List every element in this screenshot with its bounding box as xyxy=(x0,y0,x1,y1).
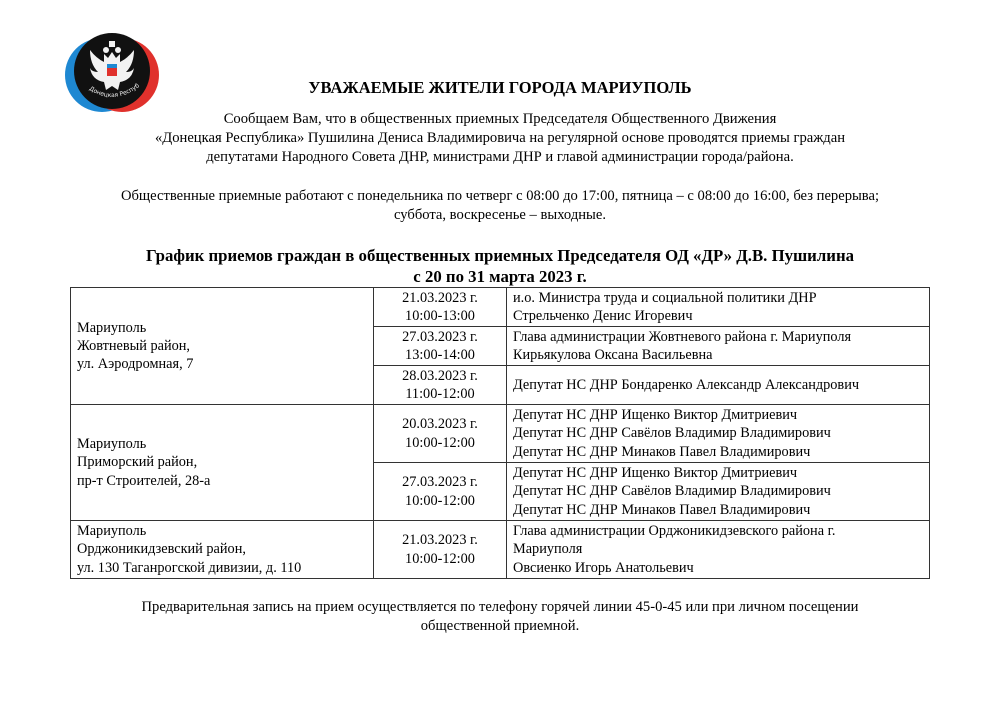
session-date: 21.03.2023 г. xyxy=(402,532,478,549)
session-time: 11:00-12:00 xyxy=(405,386,475,402)
date-cell xyxy=(374,366,507,405)
location-line: Мариуполь xyxy=(77,523,147,540)
schedule-title-line: График приемов граждан в общественных приемных Председателя ОД «ДР» Д.В. Пушилина xyxy=(146,246,854,265)
officials-cell xyxy=(507,327,930,366)
location-cell xyxy=(71,405,374,521)
official-line: и.о. Министра труда и социальной политики ДНР xyxy=(513,289,817,306)
page-heading: УВАЖАЕМЫЕ ЖИТЕЛИ ГОРОДА МАРИУПОЛЬ xyxy=(308,78,692,97)
session-date: 28.03.2023 г. xyxy=(402,367,478,384)
session-date: 27.03.2023 г. xyxy=(402,328,478,345)
officials-cell xyxy=(507,288,930,327)
intro-line: Сообщаем Вам, что в общественных приемных Председателя Общественного Движения xyxy=(223,111,777,127)
officials-cell xyxy=(507,521,930,579)
date-cell xyxy=(374,463,507,521)
footer-line: Предварительная запись на прием осуществляется по телефону горячей линии 45-0-45 или при личном посещении xyxy=(141,599,859,615)
session-time: 10:00-13:00 xyxy=(405,308,475,324)
hours-line: Общественные приемные работают с понедельника по четверг с 08:00 до 17:00, пятница – с 08:00 до 16:00, без перерыва; xyxy=(120,188,880,204)
footer-note xyxy=(0,598,1000,636)
officials-cell xyxy=(507,463,930,521)
official-line: Депутат НС ДНР Бондаренко Александр Александрович xyxy=(513,376,860,393)
intro-line: депутатами Народного Совета ДНР, министрами ДНР и главой администрации города/района. xyxy=(206,149,794,165)
location-line: пр-т Строителей, 28-а xyxy=(77,472,211,489)
table-row xyxy=(71,288,930,327)
location-cell xyxy=(71,521,374,579)
officials-cell xyxy=(507,366,930,405)
table-row xyxy=(71,521,930,579)
official-line: Глава администрации Орджоникидзевского района г. xyxy=(513,523,836,540)
location-line: Приморский район, xyxy=(77,454,198,471)
schedule-title-line: с 20 по 31 марта 2023 г. xyxy=(413,267,587,286)
officials-cell xyxy=(507,405,930,463)
location-line: Орджоникидзевский район, xyxy=(77,541,246,558)
official-line: Овсиенко Игорь Анатольевич xyxy=(513,559,694,576)
schedule-table xyxy=(70,287,930,579)
location-cell xyxy=(71,288,374,405)
logo-text: Донецкая Респуб xyxy=(87,82,141,100)
session-time: 10:00-12:00 xyxy=(405,492,475,509)
session-time: 13:00-14:00 xyxy=(405,347,475,363)
intro-line: «Донецкая Республика» Пушилина Дениса Владимировича на регулярной основе проводятся приемы граждан xyxy=(154,130,846,146)
location-line: ул. Аэродромная, 7 xyxy=(77,356,194,373)
official-line: Мариуполя xyxy=(513,541,583,558)
location-line: Мариуполь xyxy=(77,436,147,453)
location-line: Мариуполь xyxy=(77,319,147,336)
session-time: 10:00-12:00 xyxy=(405,434,475,451)
date-cell xyxy=(374,288,507,327)
location-line: ул. 130 Таганрогской дивизии, д. 110 xyxy=(77,559,302,576)
date-cell xyxy=(374,327,507,366)
hours-line: суббота, воскресенье – выходные. xyxy=(394,207,606,223)
official-line: Депутат НС ДНР Минаков Павел Владимирович xyxy=(513,443,811,460)
official-line: Депутат НС ДНР Савёлов Владимир Владимирович xyxy=(513,483,831,500)
table-row xyxy=(71,405,930,463)
date-cell xyxy=(374,405,507,463)
dpr-emblem-logo xyxy=(60,28,164,114)
footer-line: общественной приемной. xyxy=(420,618,580,634)
date-cell xyxy=(374,521,507,579)
session-time: 10:00-12:00 xyxy=(405,550,475,567)
session-date: 21.03.2023 г. xyxy=(402,289,478,306)
hours-paragraph xyxy=(0,187,1000,225)
official-line: Депутат НС ДНР Ищенко Виктор Дмитриевич xyxy=(513,407,798,424)
session-date: 20.03.2023 г. xyxy=(402,416,478,433)
session-date: 27.03.2023 г. xyxy=(402,474,478,491)
official-line: Глава администрации Жовтневого района г. Мариуполя xyxy=(513,328,852,345)
official-line: Стрельченко Денис Игоревич xyxy=(513,308,693,324)
location-line: Жовтневый район, xyxy=(77,337,190,354)
official-line: Депутат НС ДНР Минаков Павел Владимирович xyxy=(513,501,811,518)
schedule-title xyxy=(0,245,1000,287)
official-line: Кирьякулова Оксана Васильевна xyxy=(513,347,713,363)
official-line: Депутат НС ДНР Ищенко Виктор Дмитриевич xyxy=(513,465,798,482)
intro-paragraph xyxy=(0,110,1000,167)
official-line: Депутат НС ДНР Савёлов Владимир Владимирович xyxy=(513,425,831,442)
